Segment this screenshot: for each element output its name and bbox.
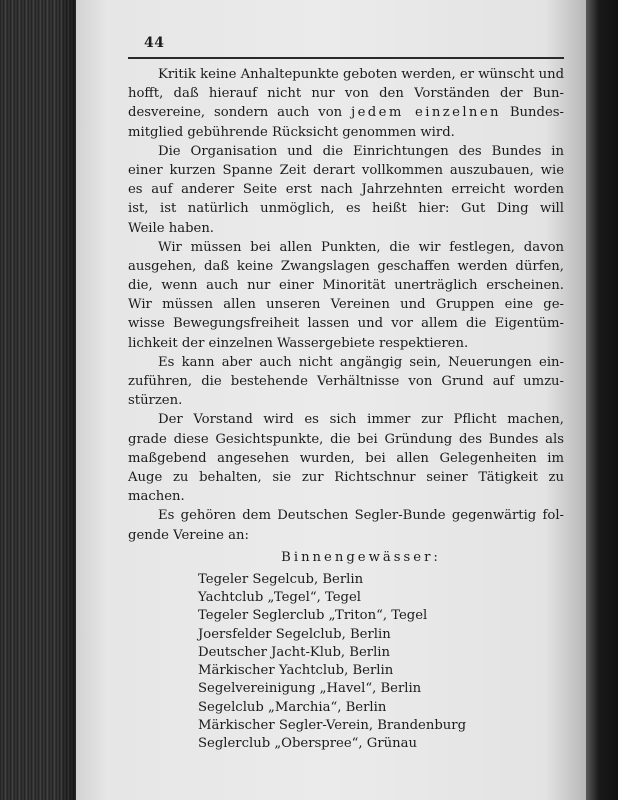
line-text: Die Organisation und die Einrichtungen des Bundes in (158, 143, 564, 159)
paragraph (128, 410, 564, 506)
club-entry: Deutscher Jacht-Klub, Berlin (198, 644, 391, 660)
text-line (128, 295, 564, 314)
club-list (128, 571, 564, 754)
text-line (128, 468, 564, 487)
line-text: wisse Bewegungsfreiheit lassen und vor allem die Eigentüm- (128, 316, 564, 332)
text-line (128, 65, 564, 84)
line-text: einer kurzen Spanne Zeit derart vollkommen auszubauen, wie (128, 162, 564, 178)
text-line (128, 219, 564, 238)
line-text: Es kann aber auch nicht angängig sein, Neuerungen ein- (158, 354, 564, 370)
text-line (128, 199, 564, 218)
paragraph (128, 353, 564, 411)
line-text: Auge zu behalten, sie zur Richtschnur seiner Tätigkeit zu (128, 469, 564, 485)
text-line (128, 410, 564, 429)
line-text: Wir müssen allen unseren Vereinen und Gruppen eine ge- (128, 297, 564, 313)
text-line (128, 334, 564, 353)
book-page (76, 0, 586, 800)
line-text: stürzen. (128, 393, 183, 409)
line-text: lichkeit der einzelnen Wassergebiete respektieren. (128, 335, 469, 351)
line-text: ausgehen, daß keine Zwangslagen geschaffen werden dürfen, (128, 258, 564, 274)
text-line (128, 526, 564, 545)
text-line (128, 180, 564, 199)
text-line (128, 84, 564, 103)
paragraphs (128, 65, 564, 545)
text-line (128, 353, 564, 372)
text-line (128, 123, 564, 142)
text-line (128, 103, 564, 122)
paragraph (128, 65, 564, 142)
line-text: grade diese Gesichtspunkte, die bei Gründung des Bundes als (128, 431, 564, 447)
line-text: maßgebend angesehen wurden, bei allen Gelegenheiten im (128, 450, 564, 466)
club-entry: Tegeler Seglerclub „Triton“, Tegel (198, 608, 428, 624)
text-line (128, 449, 564, 468)
emphasized-text: jedem einzelnen (351, 105, 501, 121)
line-text: desvereine, sondern auch von (128, 105, 352, 121)
line-text: Wir müssen bei allen Punkten, die wir festlegen, davon (158, 239, 564, 255)
club-entry: Tegeler Segelcub, Berlin (198, 571, 364, 587)
paragraph (128, 238, 564, 353)
line-text: mitglied gebührende Rücksicht genommen wird. (128, 124, 455, 140)
text-line (128, 238, 564, 257)
line-text: Bundes- (500, 105, 564, 121)
page-body (128, 65, 564, 754)
club-entry: Segelclub „Marchia“, Berlin (198, 699, 387, 715)
line-text: Der Vorstand wird es sich immer zur Pflicht machen, (158, 412, 564, 428)
club-entry: Märkischer Segler-Verein, Brandenburg (198, 718, 467, 734)
header-rule (128, 57, 564, 59)
club-entry: Märkischer Yachtclub, Berlin (198, 663, 394, 679)
line-text: ist, ist natürlich unmöglich, es heißt hier: Gut Ding will (128, 201, 564, 217)
paragraph (128, 142, 564, 238)
line-text: Kritik keine Anhaltepunkte geboten werden, er wünscht und (158, 67, 565, 82)
text-line (128, 487, 564, 506)
line-text: machen. (128, 489, 185, 505)
text-line (128, 372, 564, 391)
text-line (128, 430, 564, 449)
text-line (128, 257, 564, 276)
line-text: es auf anderer Seite erst nach Jahrzehnten erreicht worden (128, 182, 564, 198)
text-line (128, 391, 564, 410)
text-line (128, 161, 564, 180)
line-text: hofft, daß hierauf nicht nur von den Vorständen der Bun- (128, 86, 564, 102)
line-text: Weile haben. (128, 220, 215, 236)
next-page-edge (586, 0, 618, 800)
paragraph (128, 506, 564, 544)
club-entry: Segelvereinigung „Havel“, Berlin (198, 681, 422, 697)
text-line (128, 314, 564, 333)
page-number: 44 (144, 35, 165, 51)
club-entry: Yachtclub „Tegel“, Tegel (198, 589, 362, 605)
text-line (128, 276, 564, 295)
club-entry: Joersfelder Segelclub, Berlin (198, 626, 391, 642)
text-line (128, 142, 564, 161)
text-line (128, 506, 564, 525)
club-entry: Seglerclub „Oberspree“, Grünau (198, 736, 417, 752)
line-text: zuführen, die bestehende Verhältnisse von Grund auf umzu- (128, 374, 564, 389)
line-text: Es gehören dem Deutschen Segler-Bunde gegenwärtig fol- (158, 508, 564, 524)
section-heading: Binnengewässer: (281, 549, 441, 565)
line-text: die, wenn auch nur einer Minorität unerträglich erscheinen. (128, 278, 564, 294)
line-text: gende Vereine an: (128, 527, 249, 543)
